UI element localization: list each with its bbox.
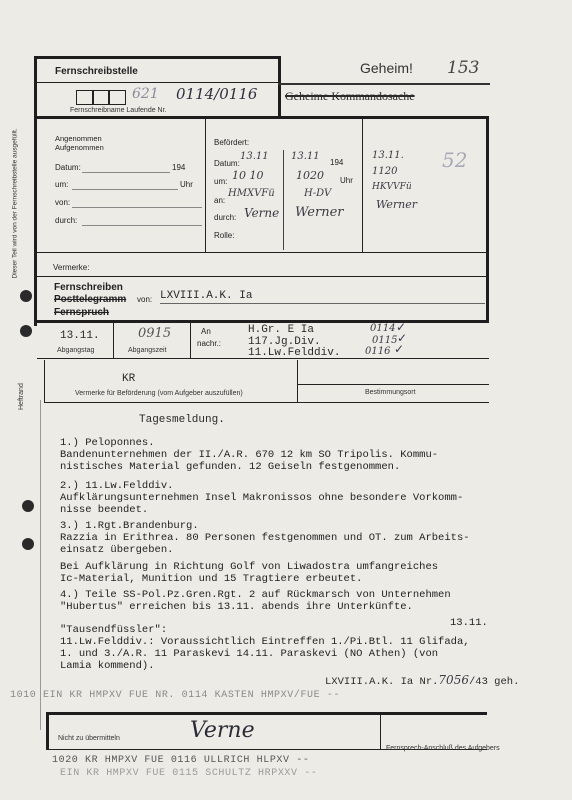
check-icon: ✓ bbox=[397, 331, 408, 345]
recipient-nr: 0115 bbox=[372, 335, 398, 346]
telex-strip-1: 1010 EIN KR HMPXV FUE NR. 0114 KASTEN HMPXV/FUE -- bbox=[10, 690, 341, 701]
secret-stamp: Geheim! bbox=[360, 60, 413, 76]
dispatch-time: 0915 bbox=[138, 326, 172, 341]
laufende-nr: 621 bbox=[132, 86, 159, 102]
fwd-col2-datum: 13.11 bbox=[291, 151, 320, 162]
message-title: Tagesmeldung. bbox=[139, 414, 225, 426]
signature-suffix: /43 geh. bbox=[468, 676, 520, 688]
stamp-number: 153 bbox=[447, 58, 480, 78]
received-uhr: Uhr bbox=[180, 180, 193, 189]
received-um-label: um: bbox=[55, 180, 69, 189]
fwd-col3-um: 1120 bbox=[372, 166, 398, 177]
fwd-col2-um: 1020 bbox=[296, 169, 324, 182]
name-field-3 bbox=[108, 90, 126, 105]
recipient-name: 11.Lw.Felddiv. bbox=[248, 347, 341, 359]
punch-hole bbox=[20, 290, 32, 302]
fernspruch-label: Fernspruch bbox=[54, 307, 110, 318]
body-line: nistisches Material gefunden. 12 Geiseln festgenommen. bbox=[60, 461, 401, 473]
body-line: 4.) Teile SS-Pol.Pz.Gren.Rgt. 2 auf Rückmarsch von Unternehmen bbox=[60, 589, 451, 601]
body-line: Bandenunternehmen der II./A.R. 670 12 km SO Tripolis. Kommu- bbox=[60, 449, 439, 461]
body-line: "Tausendfüssler": bbox=[60, 624, 168, 636]
fwd-col3-datum: 13.11. bbox=[372, 150, 404, 161]
signature-line bbox=[325, 673, 519, 688]
side-note: Dieser Teil wird von der Fernschreibstelle ausgefüllt. bbox=[11, 128, 19, 279]
punch-hole bbox=[22, 500, 34, 512]
forwarded-an-label: an: bbox=[214, 196, 226, 205]
fwd-col3-extra: 52 bbox=[442, 148, 468, 172]
forwarded-durch-label: durch: bbox=[214, 213, 237, 222]
vermerke-befoerderung-label: Vermerke für Beförderung (vom Aufgeber auszufüllen) bbox=[75, 390, 243, 397]
sender-unit: LXVIII.A.K. Ia bbox=[160, 290, 253, 302]
forwarded-um-label: um: bbox=[214, 177, 228, 186]
fernschreiben-label: Fernschreiben bbox=[54, 282, 123, 293]
recipient-name: H.Gr. E Ia bbox=[248, 324, 315, 336]
fwd-col1-datum: 13.11 bbox=[240, 151, 269, 162]
dispatch-time-label: Abgangszeit bbox=[128, 347, 167, 354]
dispatch-nachr-label: nachr.: bbox=[197, 339, 222, 348]
body-line: 1. und 3./A.R. 11 Paraskevi 14.11. Paraskevi (NO Athen) (von bbox=[60, 648, 439, 660]
received-datum-label: Datum: bbox=[55, 163, 81, 172]
check-icon: ✓ bbox=[396, 320, 407, 334]
dispatch-date-label: Abgangstag bbox=[57, 347, 95, 354]
name-nr-label: Fernschreibname Laufende Nr. bbox=[70, 107, 167, 114]
fwd-col1-an: HMXVFü bbox=[228, 188, 275, 199]
body-line: nisse beendet. bbox=[60, 504, 149, 516]
punch-hole bbox=[20, 325, 32, 337]
body-line: Ic-Material, Munition und 15 Tragtiere erbeutet. bbox=[60, 573, 363, 585]
recipient-nr: 0114 bbox=[370, 323, 396, 334]
struck-stamp: Geheime Kommandosache bbox=[285, 89, 415, 103]
dispatch-an-label: An bbox=[201, 327, 211, 336]
received-year: 194 bbox=[172, 163, 186, 172]
secret-numbers: 0114/0116 bbox=[176, 85, 258, 103]
fwd-col2-an: H-DV bbox=[304, 188, 332, 199]
forwarded-uhr: Uhr bbox=[340, 176, 353, 185]
telex-strip-3: EIN KR HMPXV FUE 0115 SCHULTZ HRPXXV -- bbox=[60, 768, 318, 779]
body-line: einsatz übergeben. bbox=[60, 544, 174, 556]
sender-von-label: von: bbox=[137, 295, 153, 304]
body-line: 11.Lw.Felddiv.: Voraussichtlich Eintreffen 1./Pi.Btl. 11 Glifada, bbox=[60, 636, 470, 648]
body-line: 13.11. bbox=[450, 617, 488, 629]
operator-signature: Verne bbox=[190, 718, 255, 743]
signature-prefix: LXVIII.A.K. Ia Nr. bbox=[325, 676, 439, 688]
check-icon: ✓ bbox=[394, 342, 405, 356]
forwarded-datum-label: Datum: bbox=[214, 159, 240, 168]
vermerke-label: Vermerke: bbox=[53, 263, 90, 272]
received-von-label: von: bbox=[55, 198, 71, 207]
recipient-nr: 0116 bbox=[365, 346, 391, 357]
body-line: 3.) 1.Rgt.Brandenburg. bbox=[60, 520, 199, 532]
forwarded-rolle-label: Rolle: bbox=[214, 231, 235, 240]
fwd-col3-durch: Werner bbox=[376, 198, 418, 211]
fwd-col1-um: 10 10 bbox=[232, 169, 264, 182]
body-line: Lamia kommend). bbox=[60, 660, 155, 672]
recipient-name: 117.Jg.Div. bbox=[248, 336, 321, 348]
forwarded-year: 194 bbox=[330, 158, 344, 167]
fernsprech-anschluss-label: Fernsprech-Anschluß des Aufgebers bbox=[386, 745, 500, 752]
fwd-col1-durch: Verne bbox=[244, 206, 280, 220]
body-line: Razzia in Erithrea. 80 Personen festgenommen und OT. zum Arbeits- bbox=[60, 532, 470, 544]
telex-strip-2: 1020 KR HMPXV FUE 0116 ULLRICH HLPXV -- bbox=[52, 755, 310, 766]
angenommen-label: Angenommen bbox=[55, 134, 102, 143]
body-line: Bei Aufklärung in Richtung Golf von Liwadostra umfangreiches bbox=[60, 561, 439, 573]
signature-number: 7056 bbox=[438, 673, 469, 687]
body-line: "Hubertus" erreichen bis 13.11. abends ihre Unterkünfte. bbox=[60, 601, 413, 613]
body-line: 2.) 11.Lw.Felddiv. bbox=[60, 480, 174, 492]
received-durch-label: durch: bbox=[55, 216, 78, 225]
fwd-col3-an: HKVVFü bbox=[372, 182, 412, 192]
punch-hole bbox=[22, 538, 34, 550]
dispatch-date: 13.11. bbox=[60, 330, 100, 342]
kr-code: KR bbox=[122, 373, 136, 385]
fwd-col2-durch: Werner bbox=[295, 205, 344, 220]
body-line: Aufklärungsunternehmen Insel Makronissos ohne besondere Vorkomm- bbox=[60, 492, 464, 504]
heftrand-label: Heftrand bbox=[18, 383, 25, 410]
befordert-label: Befördert: bbox=[214, 138, 250, 147]
station-title: Fernschreibstelle bbox=[55, 66, 138, 77]
body-line: 1.) Peloponnes. bbox=[60, 437, 155, 449]
aufgenommen-label: Aufgenommen bbox=[55, 143, 104, 152]
bestimmungsort-label: Bestimmungsort bbox=[365, 389, 416, 396]
posttelegramm-label: Posttelegramm bbox=[54, 294, 127, 305]
nicht-uebermitteln-label: Nicht zu übermitteln bbox=[58, 735, 120, 742]
heftrand-line bbox=[40, 400, 41, 730]
